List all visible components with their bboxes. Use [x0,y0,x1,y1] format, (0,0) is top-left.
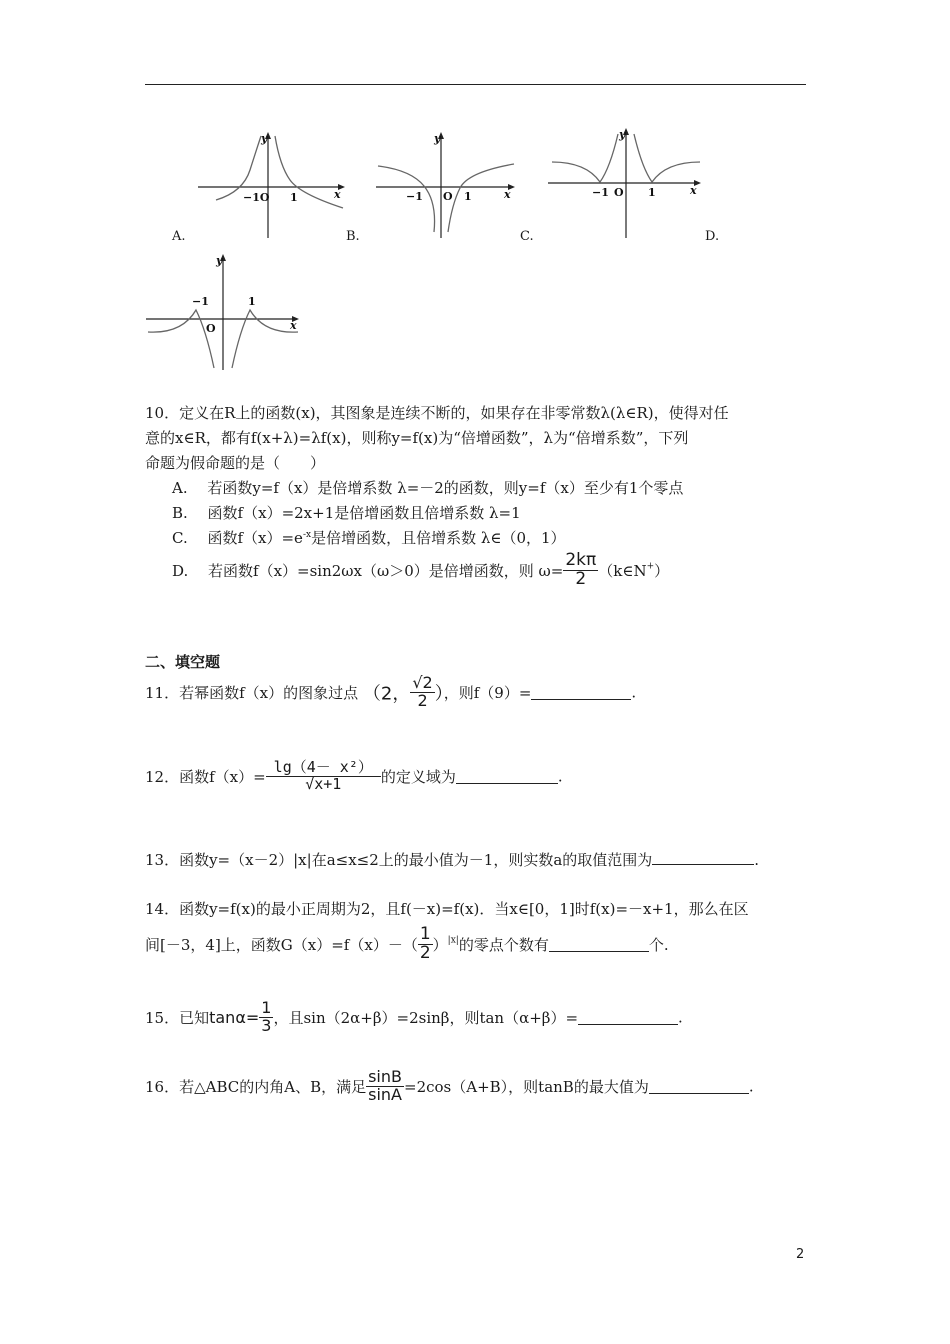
q14-line2: 间[－3，4]上，函数G（x）=f（x）－（ $\frac{1}{2}$ ）$^{|x|}$的零点个数有 个. [145,924,669,963]
q16-fraction: $\frac{\sin B}{\sin A}$ [368,1067,402,1104]
q10-option-b: B. 函数f（x）=2x+1是倍增函数且倍增系数 λ=1 [172,504,521,522]
graph-c-origin-label: O [614,186,624,199]
graph-d-origin-label: O [206,322,216,335]
q10-line2: 意的x∈R，都有f(x+λ)=λf(x)，则称y=f(x)为“倍增函数”，λ为“倍增系数”，下列 [145,429,689,447]
graph-c-one-label: 1 [648,186,656,199]
graph-b-option: B. [346,229,360,244]
graph-a [198,130,348,242]
section-2-title: 二、填空题 [145,653,221,671]
q10-line1: 10．定义在R上的函数(x)，其图象是连续不断的，如果存在非零常数λ(λ∈R)，使得对任 [145,404,729,422]
q10-option-c: C. 函数$f(x)=e^{-x}$是倍增函数，且倍增系数 λ∈（0，1） [172,529,566,547]
q14-answer-blank [549,937,649,952]
graph-d-one-label: 1 [248,295,256,308]
graph-c-y-label: y [619,128,626,141]
q12-fraction: $\frac{\text{lg（4－ x²）}}{√x+1}$ [266,760,381,793]
graph-a-one-label: 1 [290,191,298,204]
graph-b-origin-label: O [443,190,453,203]
q10-option-a: A. 若函数y=f（x）是倍增系数 λ=－2的函数，则y=f（x）至少有1个零点 [172,479,684,497]
q16-answer-blank [649,1079,749,1094]
graph-d-y-label: y [216,254,223,267]
graph-a-origin-label: −1O [243,191,270,204]
q14-fraction: $\frac{1}{2}$ [419,924,431,963]
q15: 15．已知tanα= $\frac{1}{3}$ ，且sin（2α+β）=2sinβ，则tan（α+β）= . [145,998,683,1035]
q10-option-d-fraction: $\frac{2k\pi}{2}$ [565,550,597,589]
q12-answer-blank [456,769,558,784]
graph-b-one-label: 1 [464,190,472,203]
q11-fraction: $\frac{√2}{2}$ [412,673,433,710]
graph-d-option: D. [705,229,720,244]
q10-line3: 命题为假命题的是（ ） [145,454,326,472]
graph-c-x-label: x [690,184,697,197]
graph-b-y-label: y [434,132,441,145]
graph-d-neg-one-label: −1 [192,295,209,308]
header-rule [145,84,806,85]
graph-d [146,250,306,372]
graph-b-neg-one-label: −1 [406,190,423,203]
q11-answer-blank [531,685,631,700]
q13-answer-blank [652,850,754,865]
graph-d-x-label: x [290,319,297,332]
graph-a-x-label: x [334,188,341,201]
q11: 11．若幂函数f（x）的图象过点 （2， $\frac{√2}{2}$ ），则f（9）= . [145,673,637,710]
q14-line1: 14．函数y=f(x)的最小正周期为2，且f(－x)=f(x)．当x∈[0，1]时f(x)=－x+1，那么在区 [145,900,749,918]
q10-option-d: D. 若函数f（x）=sin2ωx（ω＞0）是倍增函数，则 ω= $\frac{2k\pi}{2}$ （k∈N+） [172,550,670,589]
graph-a-option: A. [172,229,186,244]
q12: 12．函数f（x）= $\frac{\text{lg（4－ x²）}}{√x+1}$ 的定义域为 . [145,758,563,793]
q15-answer-blank [578,1010,678,1025]
q16: 16．若△ABC的内角A、B，满足 $\frac{\sin B}{\sin A}$ =2cos（A+B），则tanB的最大值为 . [145,1067,754,1104]
q13: 13．函数y=（x－2）|x|在a≤x≤2上的最小值为－1，则实数a的取值范围为 . [145,851,760,869]
graph-c [548,124,708,242]
graph-b [376,128,521,240]
q10-option-c-sup: -x [302,530,312,540]
graph-c-neg-one-label: −1 [592,186,609,199]
graph-c-option: C. [520,229,534,244]
graph-b-x-label: x [504,188,511,201]
graph-a-y-label: y [261,132,268,145]
page-number: 2 [796,1247,805,1262]
q15-fraction: $\frac{1}{3}$ [261,998,272,1035]
